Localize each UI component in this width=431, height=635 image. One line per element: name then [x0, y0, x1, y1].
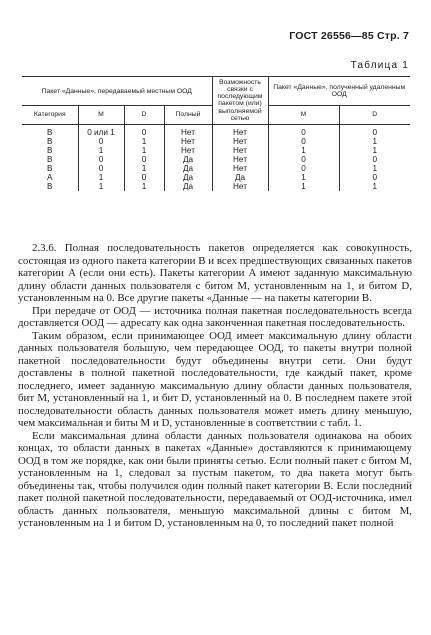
- header-full: Полный: [164, 106, 212, 124]
- cell-link: Нет: [212, 146, 268, 155]
- cell-d-received: 0: [339, 124, 410, 137]
- cell-m-received: 0: [268, 137, 339, 146]
- cell-m: 1: [78, 173, 124, 182]
- cell-m: 0: [78, 155, 124, 164]
- paragraph: При передаче от ООД — источника полная пакетная последовательность всегда доставляется ООД — адресату как одна законченная пакетная последовательность.: [18, 304, 412, 329]
- cell-m: 1: [78, 182, 124, 191]
- header-d: D: [124, 106, 164, 124]
- cell-m: 0: [78, 164, 124, 173]
- cell-m-received: 1: [268, 182, 339, 191]
- cell-category: A: [47, 172, 53, 182]
- cell-full: Нет: [164, 124, 212, 137]
- cell-d: 0: [124, 124, 164, 137]
- cell-d: 1: [124, 164, 164, 173]
- cell-category: B: [47, 136, 53, 146]
- header-m-received: M: [268, 106, 339, 124]
- body-text: [18, 242, 412, 530]
- cell-category: B: [47, 163, 53, 173]
- header-d-received: D: [339, 106, 410, 124]
- cell-link: Нет: [212, 155, 268, 164]
- cell-d: 1: [124, 146, 164, 155]
- cell-d: 0: [124, 155, 164, 164]
- header-sent-packet: Пакет «Данные», передаваемый местным ООД: [22, 77, 212, 106]
- table-row: [22, 173, 410, 182]
- paragraph: Если максимальная длина области данных пользователя одинакова на обоих концах, то области данных в пакетах «Данные» доставляются к принимающему ООД в том же порядке, как они были приняты сетью. Если полный пакет с битом M, установленным на 1, следовал за пустым пакетом, то два пакета могут быть объединены так, чтобы получился один полный пакет категории B. Если последний пакет полной пакетной последовательности, передаваемый от ООД-источника, имел область данных пользователя, меньшую максимальной длины с битом M, установленным на 1 и битом D, установленным на 0, то последний пакет полной: [18, 429, 412, 529]
- cell-m: 0: [78, 137, 124, 146]
- cell-m: 1: [78, 146, 124, 155]
- cell-category: B: [47, 181, 53, 191]
- cell-full: Нет: [164, 137, 212, 146]
- cell-link: Да: [212, 173, 268, 182]
- cell-full: Да: [164, 182, 212, 191]
- cell-d-received: 1: [339, 164, 410, 173]
- cell-d-received: 1: [339, 182, 410, 191]
- cell-m-received: 1: [268, 146, 339, 155]
- cell-category: B: [47, 145, 53, 155]
- table-label: Таблица 1: [350, 60, 409, 71]
- cell-category: B: [47, 127, 53, 137]
- cell-d: 1: [124, 182, 164, 191]
- cell-d-received: 0: [339, 173, 410, 182]
- cell-link: Нет: [212, 124, 268, 137]
- cell-full: Да: [164, 155, 212, 164]
- page-header: ГОСТ 26556—85 Стр. 7: [289, 30, 409, 42]
- cell-full: Да: [164, 164, 212, 173]
- cell-d-received: 0: [339, 155, 410, 164]
- cell-d-received: 1: [339, 146, 410, 155]
- cell-d-received: 1: [339, 137, 410, 146]
- table-row: [22, 137, 410, 146]
- cell-m-received: 0: [268, 155, 339, 164]
- header-link-possibility: Возможность связки с последующим пакетом (или) выполняемой сетью: [212, 77, 268, 125]
- table-row: [22, 164, 410, 173]
- table-row: [22, 146, 410, 155]
- cell-m: 0 или 1: [78, 124, 124, 137]
- cell-link: Нет: [212, 182, 268, 191]
- data-table: [22, 76, 410, 191]
- table-row: [22, 124, 410, 137]
- paragraph: 2.3.6. Полная последовательность пакетов определяется как совокупность, состоящая из одного пакета категории B и всех предшествующих связанных пакетов категории A (если они есть). Пакеты категории A имеют заданную максимальную длину области данных пользователя с битом M, установленным на 1, и битом D, установленным на 0. Все другие пакеты «Данные — на пакеты категории B.: [18, 242, 412, 304]
- header-category: Категория: [22, 106, 78, 124]
- cell-m-received: 0: [268, 164, 339, 173]
- cell-d: 0: [124, 173, 164, 182]
- header-received-packet: Пакет «Данные», полученный удаленным ООД: [268, 77, 410, 106]
- cell-d: 1: [124, 137, 164, 146]
- cell-m-received: 0: [268, 124, 339, 137]
- cell-link: Нет: [212, 164, 268, 173]
- cell-full: Нет: [164, 146, 212, 155]
- cell-category: B: [47, 154, 53, 164]
- paragraph: Таким образом, если принимающее ООД имеет максимальную длину области данных пользователя большую, чем передающее ООД, то пакеты внутри полной пакетной последовательности будут объединены внутри сети. Они будут доставлены в полной пакетной последовательности, где каждый пакет, кроме последнего, имеет заданную максимальную длину области данных пользователя, бит M, установленный на 1, и бит D, установленный на 0. В последнем пакете этой последовательности область данных пользователя может иметь длину меньшую, чем максимальная и биты M и D, установленные в соответствии с табл. 1.: [18, 329, 412, 429]
- table-row: [22, 182, 410, 191]
- table-row: [22, 155, 410, 164]
- header-m: M: [78, 106, 124, 124]
- cell-m-received: 1: [268, 173, 339, 182]
- cell-link: Нет: [212, 137, 268, 146]
- cell-full: Да: [164, 173, 212, 182]
